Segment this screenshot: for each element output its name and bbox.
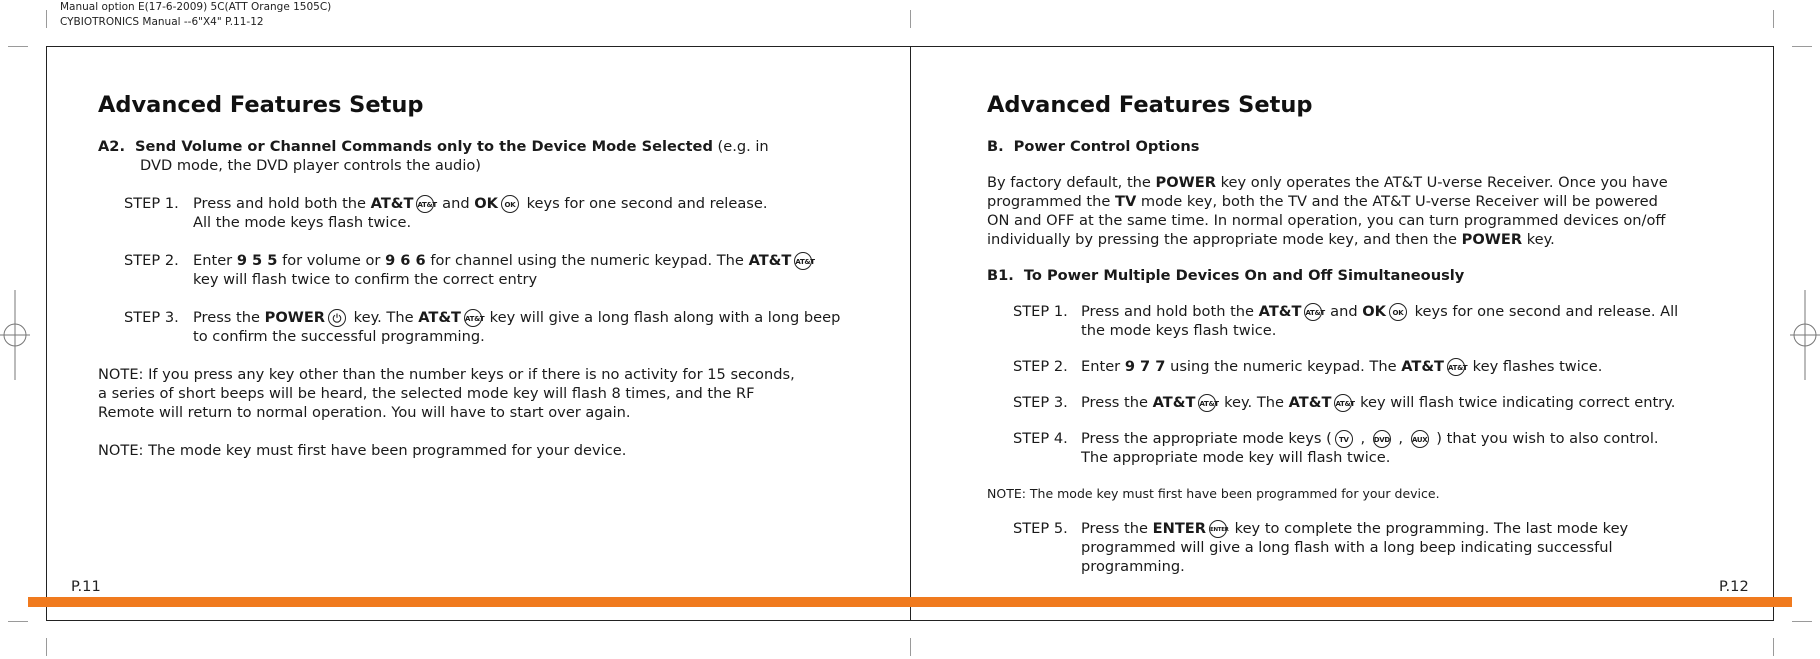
registration-mark-left	[0, 290, 30, 380]
step-1: STEP 1. Press and hold both the AT&T AT&T and OK OK keys for one second and release. All the mode keys flash twice.	[1013, 303, 1679, 339]
step-4: STEP 4. Press the appropriate mode keys ( TV , DVD , AUX ) that you wish to also control. The appropriate mode key will flash twice.	[1013, 430, 1659, 466]
page-title: Advanced Features Setup	[98, 92, 424, 118]
crop-mark	[8, 46, 28, 47]
aux-key-icon: AUX	[1411, 430, 1429, 448]
step-2: STEP 2. Enter 9 5 5 for volume or 9 6 6 for channel using the numeric keypad. The AT&T AT&T key will flash twice to confirm the correct entry	[124, 252, 815, 288]
print-header-line2: CYBIOTRONICS Manual --6"X4" P.11-12	[60, 16, 264, 28]
section-heading-b: B. Power Control Options	[987, 138, 1200, 155]
page-divider	[910, 46, 911, 621]
att-key-icon: AT&T	[1447, 358, 1465, 376]
section-heading-b1: B1. To Power Multiple Devices On and Off Simultaneously	[987, 267, 1465, 284]
note-block: NOTE: If you press any key other than the number keys or if there is no activity for 15 seconds, a series of short beeps will be heard, the selected mode key will flash 8 times, and the RF Remote will return to normal operation. You will have to start over again.	[98, 366, 795, 421]
note-mode-key: NOTE: The mode key must first have been programmed for your device.	[98, 442, 627, 459]
orange-accent-bar	[28, 597, 1792, 607]
crop-mark	[1792, 621, 1812, 622]
step-5: STEP 5. Press the ENTER ENTER key to complete the programming. The last mode key programmed will give a long flash with a long beep indicating successful programming.	[1013, 520, 1629, 575]
att-key-icon: AT&T	[1198, 394, 1216, 412]
page-number-left: P.11	[71, 578, 101, 595]
section-heading-a2-line2: DVD mode, the DVD player controls the audio)	[140, 157, 482, 174]
step-1: STEP 1. Press and hold both the AT&T AT&T and OK OK keys for one second and release. All the mode keys flash twice.	[124, 195, 768, 231]
print-header-line1: Manual option E(17-6-2009) 5C(ATT Orange 1505C)	[60, 1, 332, 13]
page-right	[987, 88, 1707, 576]
step-3: STEP 3. Press the POWER key. The AT&T AT&T key will give a long flash along with a long beep to confirm the successful programming.	[124, 309, 841, 345]
crop-mark	[46, 638, 47, 656]
att-key-icon: AT&T	[794, 252, 812, 270]
att-key-icon: AT&T	[1334, 394, 1352, 412]
ok-key-icon: OK	[1389, 303, 1407, 321]
enter-key-icon: ENTER	[1209, 520, 1227, 538]
crop-mark	[1792, 46, 1812, 47]
note-mode-key: NOTE: The mode key must first have been programmed for your device.	[987, 486, 1440, 501]
registration-mark-right	[1790, 290, 1820, 380]
ok-key-icon: OK	[501, 195, 519, 213]
step-3: STEP 3. Press the AT&T AT&T key. The AT&T AT&T key will flash twice indicating correct entry.	[1013, 394, 1676, 411]
dvd-key-icon: DVD	[1373, 430, 1391, 448]
crop-mark	[46, 10, 47, 28]
page-number-right: P.12	[1719, 578, 1749, 595]
crop-mark	[1773, 638, 1774, 656]
att-key-icon: AT&T	[416, 195, 434, 213]
tv-key-icon: TV	[1335, 430, 1353, 448]
att-key-icon: AT&T	[1304, 303, 1322, 321]
crop-mark	[1773, 10, 1774, 28]
page-left	[98, 88, 878, 460]
crop-mark	[8, 621, 28, 622]
step-2: STEP 2. Enter 9 7 7 using the numeric keypad. The AT&T AT&T key flashes twice.	[1013, 358, 1603, 375]
power-intro-paragraph: By factory default, the POWER key only operates the AT&T U-verse Receiver. Once you have programmed the TV mode key, both the TV and the AT&T U-verse Receiver will be powered ON and OFF at the same time. In normal operation, you can turn programmed devices on/off individually by pressing the appropriate mode key, and then the POWER key.	[987, 174, 1668, 248]
print-header	[60, 0, 331, 30]
page-title: Advanced Features Setup	[987, 92, 1313, 118]
att-key-icon: AT&T	[464, 309, 482, 327]
crop-mark	[910, 638, 911, 656]
crop-mark	[910, 10, 911, 28]
section-heading-a2: A2. Send Volume or Channel Commands only to the Device Mode Selected (e.g. in	[98, 138, 769, 155]
power-key-icon	[328, 309, 346, 327]
